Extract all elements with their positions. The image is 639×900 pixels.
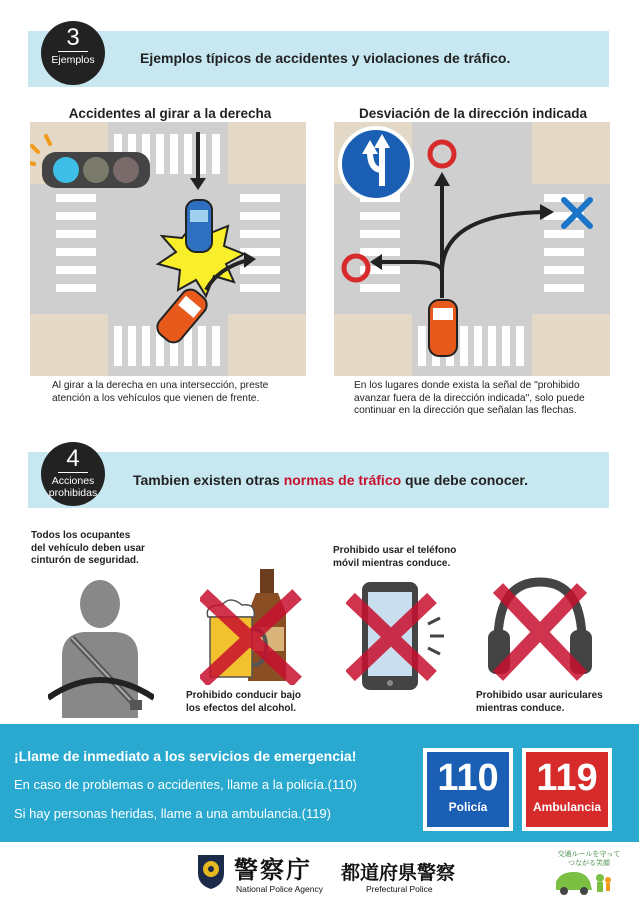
mascot-car-icon: [552, 868, 612, 896]
section4-title: [133, 472, 528, 488]
rule-alcohol-caption: [186, 690, 301, 715]
section4-caption-line: Acciones: [51, 475, 95, 487]
ambulance-number-box: [522, 748, 612, 831]
npa-name-en: National Police Agency: [236, 884, 323, 894]
section4-title-pre: Tambien existen otras: [133, 472, 284, 488]
emergency-headline: ¡Llame de inmediato a los servicios de emergencia!: [14, 748, 357, 764]
emergency-line-ambulance: Si hay personas heridas, llame a una ambulancia.(119): [14, 806, 331, 821]
rule-seatbelt-line: del vehículo deben usar: [31, 542, 145, 554]
section4-badge: [41, 442, 105, 506]
rule-headphones-line: Prohibido usar auriculares: [476, 690, 603, 701]
prefectural-police-en: Prefectural Police: [366, 884, 433, 894]
rule-headphones-line: mientras conduce.: [476, 702, 565, 714]
panel-right-caption-line: avanzar fuera de la dirección indicada", solo puede: [354, 392, 585, 404]
rule-phone-line: Prohibido usar el teléfono: [333, 545, 457, 556]
rule-headphones-caption: [476, 690, 603, 715]
panel-left-caption-line: Al girar a la derecha en una intersección, preste: [52, 380, 269, 391]
police-number-box: [423, 748, 513, 831]
rule-alcohol-line: los efectos del alcohol.: [186, 702, 297, 714]
section4-title-post: que debe conocer.: [401, 472, 528, 488]
rule-alcohol-line: Prohibido conducir bajo: [186, 690, 301, 701]
headphones-icon: [484, 572, 596, 682]
section4-caption-line: prohibidas: [48, 487, 98, 499]
right-turn-illustration: [30, 122, 306, 376]
rule-phone-caption: [333, 545, 456, 570]
panel-left-caption: [52, 380, 268, 405]
section3-number: 3: [58, 25, 88, 52]
police-number: 110: [437, 757, 499, 799]
alcohol-icon: [200, 565, 304, 685]
section3-title: Ejemplos típicos de accidentes y violaciones de tráfico.: [140, 50, 511, 66]
mascot-slogan-line: 交通ルールを守って: [557, 851, 621, 858]
police-emblem-icon: [196, 851, 226, 889]
mascot-slogan: [556, 850, 622, 868]
panel-right-title: Desviación de la dirección indicada: [358, 106, 588, 121]
wrong-direction-illustration: [334, 122, 610, 376]
panel-right-caption-line: continuar en la dirección que señalan las flechas.: [354, 405, 577, 416]
panel-left-caption-line: atención a los vehículos que vienen de frente.: [52, 392, 260, 404]
prefectural-police-jp: 都道府県警察: [341, 863, 456, 884]
seatbelt-person-icon: [48, 578, 154, 718]
emergency-line-police: En caso de problemas o accidentes, llame a la policía.(110): [14, 777, 358, 792]
ambulance-number: 119: [536, 757, 598, 799]
section3-badge: [41, 21, 105, 85]
police-label: Policía: [448, 800, 488, 814]
npa-name-jp: 警察庁: [234, 857, 312, 884]
rule-seatbelt-line: cinturón de seguridad.: [31, 555, 139, 566]
ambulance-label: Ambulancia: [532, 800, 601, 814]
rule-seatbelt-line: Todos los ocupantes: [31, 530, 131, 541]
section4-number: 4: [58, 446, 88, 473]
panel-right-caption: [354, 380, 585, 418]
rule-seatbelt-caption: [31, 530, 145, 568]
panel-left-title: Accidentes al girar a la derecha: [68, 106, 272, 121]
section4-title-highlight: normas de tráfico: [283, 472, 402, 488]
mascot-slogan-line: つながる笑顔: [568, 860, 610, 867]
mobile-phone-icon: [346, 580, 450, 692]
rule-phone-line: móvil mientras conduce.: [333, 557, 451, 569]
panel-right-caption-line: En los lugares donde exista la señal de "prohibido: [354, 380, 580, 391]
section3-caption: Ejemplos: [51, 54, 95, 66]
